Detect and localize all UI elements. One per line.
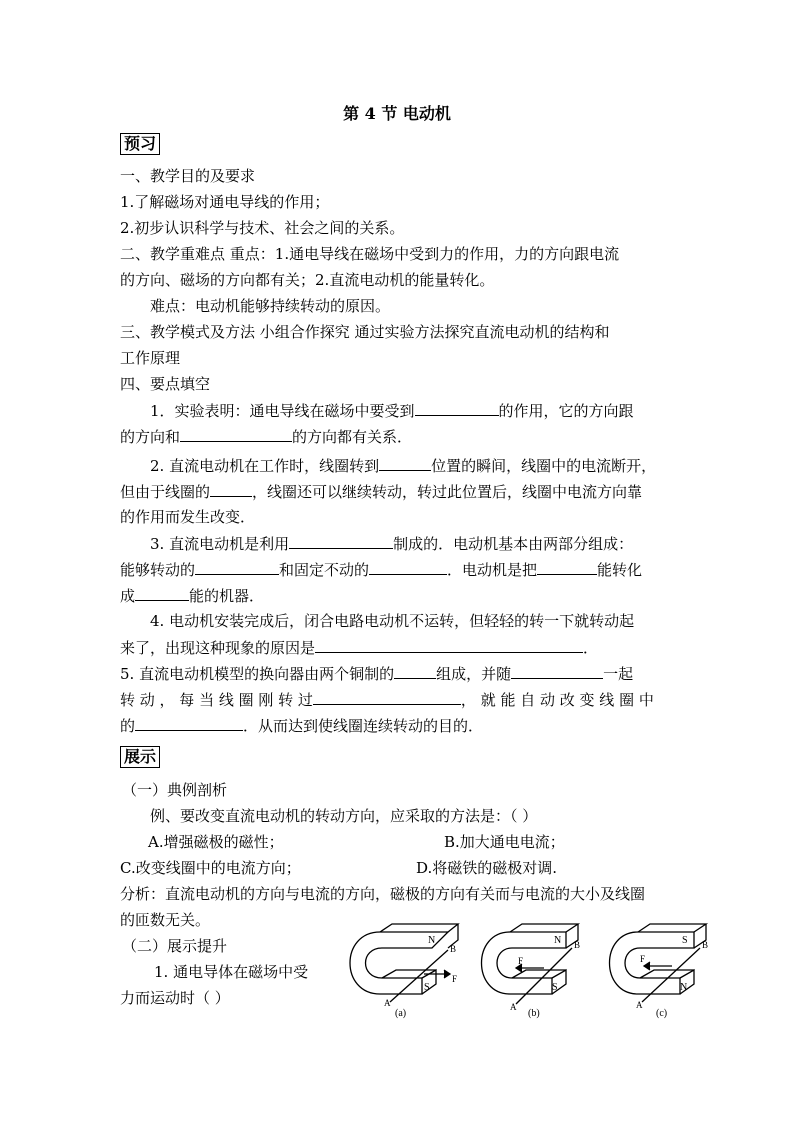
q3-blank-5[interactable]	[135, 585, 189, 601]
promote-heading: （二）展示提升	[122, 937, 228, 955]
s3-line1: 三、教学模式及方法 小组合作探究 通过实验方法探究直流电动机的结构和	[120, 323, 610, 341]
q2-line3	[120, 507, 255, 527]
option-a: A.增强磁极的磁性；	[148, 833, 284, 851]
s2-line2: 的方向、磁场的方向都有关；2.直流电动机的能量转化。	[120, 271, 495, 289]
figure-c-bottom-pole: N	[680, 982, 688, 993]
q5-text-a: 5. 直流电动机模型的换向器由两个铜制的	[120, 665, 395, 683]
option-c: C.改变线圈中的电流方向；	[120, 859, 301, 877]
q2-text-d: ，线圈还可以继续转动，转过此位置后，线圈中电流方向靠	[252, 483, 643, 501]
q4-blank-1[interactable]	[315, 637, 583, 653]
s2-line1: 二、教学重难点 重点：1.通电导线在磁场中受到力的作用，力的方向跟电流	[120, 245, 620, 263]
figure-b-end-b: B	[574, 940, 581, 950]
q4-text-c: ．	[583, 639, 599, 657]
q5-line1	[120, 663, 633, 684]
q5-text-f: 的	[120, 717, 136, 735]
q3-text-f: 能转化	[597, 561, 643, 579]
q1-text-c: 的方向和	[120, 428, 181, 446]
q3-blank-4[interactable]	[537, 559, 597, 575]
figure-c-end-a: A	[636, 1000, 643, 1010]
figure-c-caption: (c)	[656, 1008, 668, 1019]
example-heading: （一）典例剖析	[122, 781, 228, 799]
figure-a-top-pole: N	[428, 935, 436, 946]
q3-text-d: 和固定不动的	[279, 561, 370, 579]
s3-line2: 工作原理	[120, 349, 181, 367]
q3-line3	[120, 585, 264, 606]
q2-text-b: 位置的瞬间，线圈中的电流断开，	[431, 457, 657, 475]
q3-blank-1[interactable]	[289, 533, 393, 549]
q2-text-c: 但由于线圈的	[120, 483, 211, 501]
magnet-figure-a	[340, 922, 475, 1022]
q2-line1	[150, 455, 656, 476]
q4-text-b: 来了，出现这种现象的原因是	[120, 639, 316, 657]
q3-text-a: 3. 直流电动机是利用	[150, 535, 290, 553]
q5-blank-3[interactable]	[313, 689, 461, 705]
figure-a-end-a: A	[384, 998, 391, 1008]
option-d: D.将磁铁的磁极对调.	[416, 859, 558, 877]
figure-a-caption: (a)	[395, 1008, 407, 1019]
figure-a-end-b: B	[450, 944, 457, 954]
q1-line1	[150, 400, 634, 421]
q2-text-a: 2. 直流电动机在工作时，线圈转到	[150, 457, 380, 475]
magnet-figure-b	[468, 922, 598, 1022]
q5-blank-4[interactable]	[135, 715, 243, 731]
figure-c-top-pole: S	[682, 935, 688, 946]
q2-line2	[120, 481, 642, 502]
q2-blank-1[interactable]	[379, 455, 431, 471]
s4-heading: 四、要点填空	[120, 375, 211, 393]
figure-c-end-b: B	[702, 940, 709, 950]
figure-c-force: F	[640, 954, 646, 964]
q3-text-e: ．电动机是把	[447, 561, 538, 579]
s1-item2: 2.初步认识科学与技术、社会之间的关系。	[120, 219, 405, 237]
q4-line2	[120, 637, 598, 658]
s1-heading: 一、教学目的及要求	[120, 167, 256, 185]
section-preview-label: 预习	[120, 133, 160, 155]
q1-blank-1[interactable]	[415, 400, 499, 416]
q2-text-e: 的作用而发生改变．	[120, 508, 256, 526]
magnet-figure-c	[596, 922, 726, 1022]
q5-blank-2[interactable]	[511, 663, 603, 679]
q4-line1: 4. 电动机安装完成后，闭合电路电动机不运转，但轻轻的转一下就转动起	[150, 612, 635, 630]
q5-text-b: 组成，并随	[436, 665, 512, 683]
q3-line1	[150, 533, 633, 554]
s1-item1: 1.了解磁场对通电导线的作用；	[120, 193, 330, 211]
q3-blank-3[interactable]	[369, 559, 447, 575]
promote-q1-line1: 1. 通电导体在磁场中受	[154, 963, 309, 981]
q5-text-g: ．从而达到使线圈连续转动的目的．	[243, 717, 484, 735]
q1-text-a: 1．实验表明：通电导线在磁场中要受到	[150, 402, 415, 420]
q1-line2	[120, 426, 412, 447]
q3-blank-2[interactable]	[195, 559, 279, 575]
figure-b-end-a: A	[510, 1002, 517, 1012]
q3-text-g: 成	[120, 587, 136, 605]
figure-b-force: F	[518, 956, 524, 966]
q1-text-d: 的方向都有关系．	[292, 428, 413, 446]
option-b: B.加大通电电流；	[444, 833, 565, 851]
figure-b-top-pole: N	[554, 935, 562, 946]
q5-line3	[120, 715, 483, 736]
q5-text-d: 转 动 ， 每 当 线 圈 刚 转 过	[120, 691, 313, 709]
figure-a-bottom-pole: S	[424, 982, 430, 993]
q1-text-b: 的作用，它的方向跟	[498, 402, 634, 420]
q5-text-e: ， 就 能 自 动 改 变 线 圈 中	[460, 691, 654, 709]
q5-text-c: 一起	[603, 665, 634, 683]
q2-blank-2[interactable]	[210, 481, 252, 497]
q3-line2	[120, 559, 642, 580]
figure-a-force: F	[452, 974, 458, 984]
promote-q1-line2: 力而运动时（ ）	[120, 989, 230, 1007]
s2-line3: 难点：电动机能够持续转动的原因。	[150, 297, 391, 315]
q3-text-h: 能的机器．	[189, 587, 265, 605]
q3-text-b: 制成的．电动机基本由两部分组成：	[393, 535, 634, 553]
example-question: 例、要改变直流电动机的转动方向，应采取的方法是：（ ）	[150, 807, 538, 825]
analysis-line1: 分析：直流电动机的方向与电流的方向，磁极的方向有关而与电流的大小及线圈	[120, 885, 646, 903]
section-show-label: 展示	[120, 746, 160, 768]
analysis-line2: 的匝数无关。	[120, 911, 211, 929]
q5-line2	[120, 689, 654, 710]
q5-blank-1[interactable]	[394, 663, 436, 679]
q3-text-c: 能够转动的	[120, 561, 196, 579]
figure-b-caption: (b)	[528, 1008, 540, 1019]
figure-b-bottom-pole: S	[552, 982, 558, 993]
page-title: 第 4 节 电动机	[343, 104, 451, 123]
q1-blank-2[interactable]	[180, 426, 292, 442]
